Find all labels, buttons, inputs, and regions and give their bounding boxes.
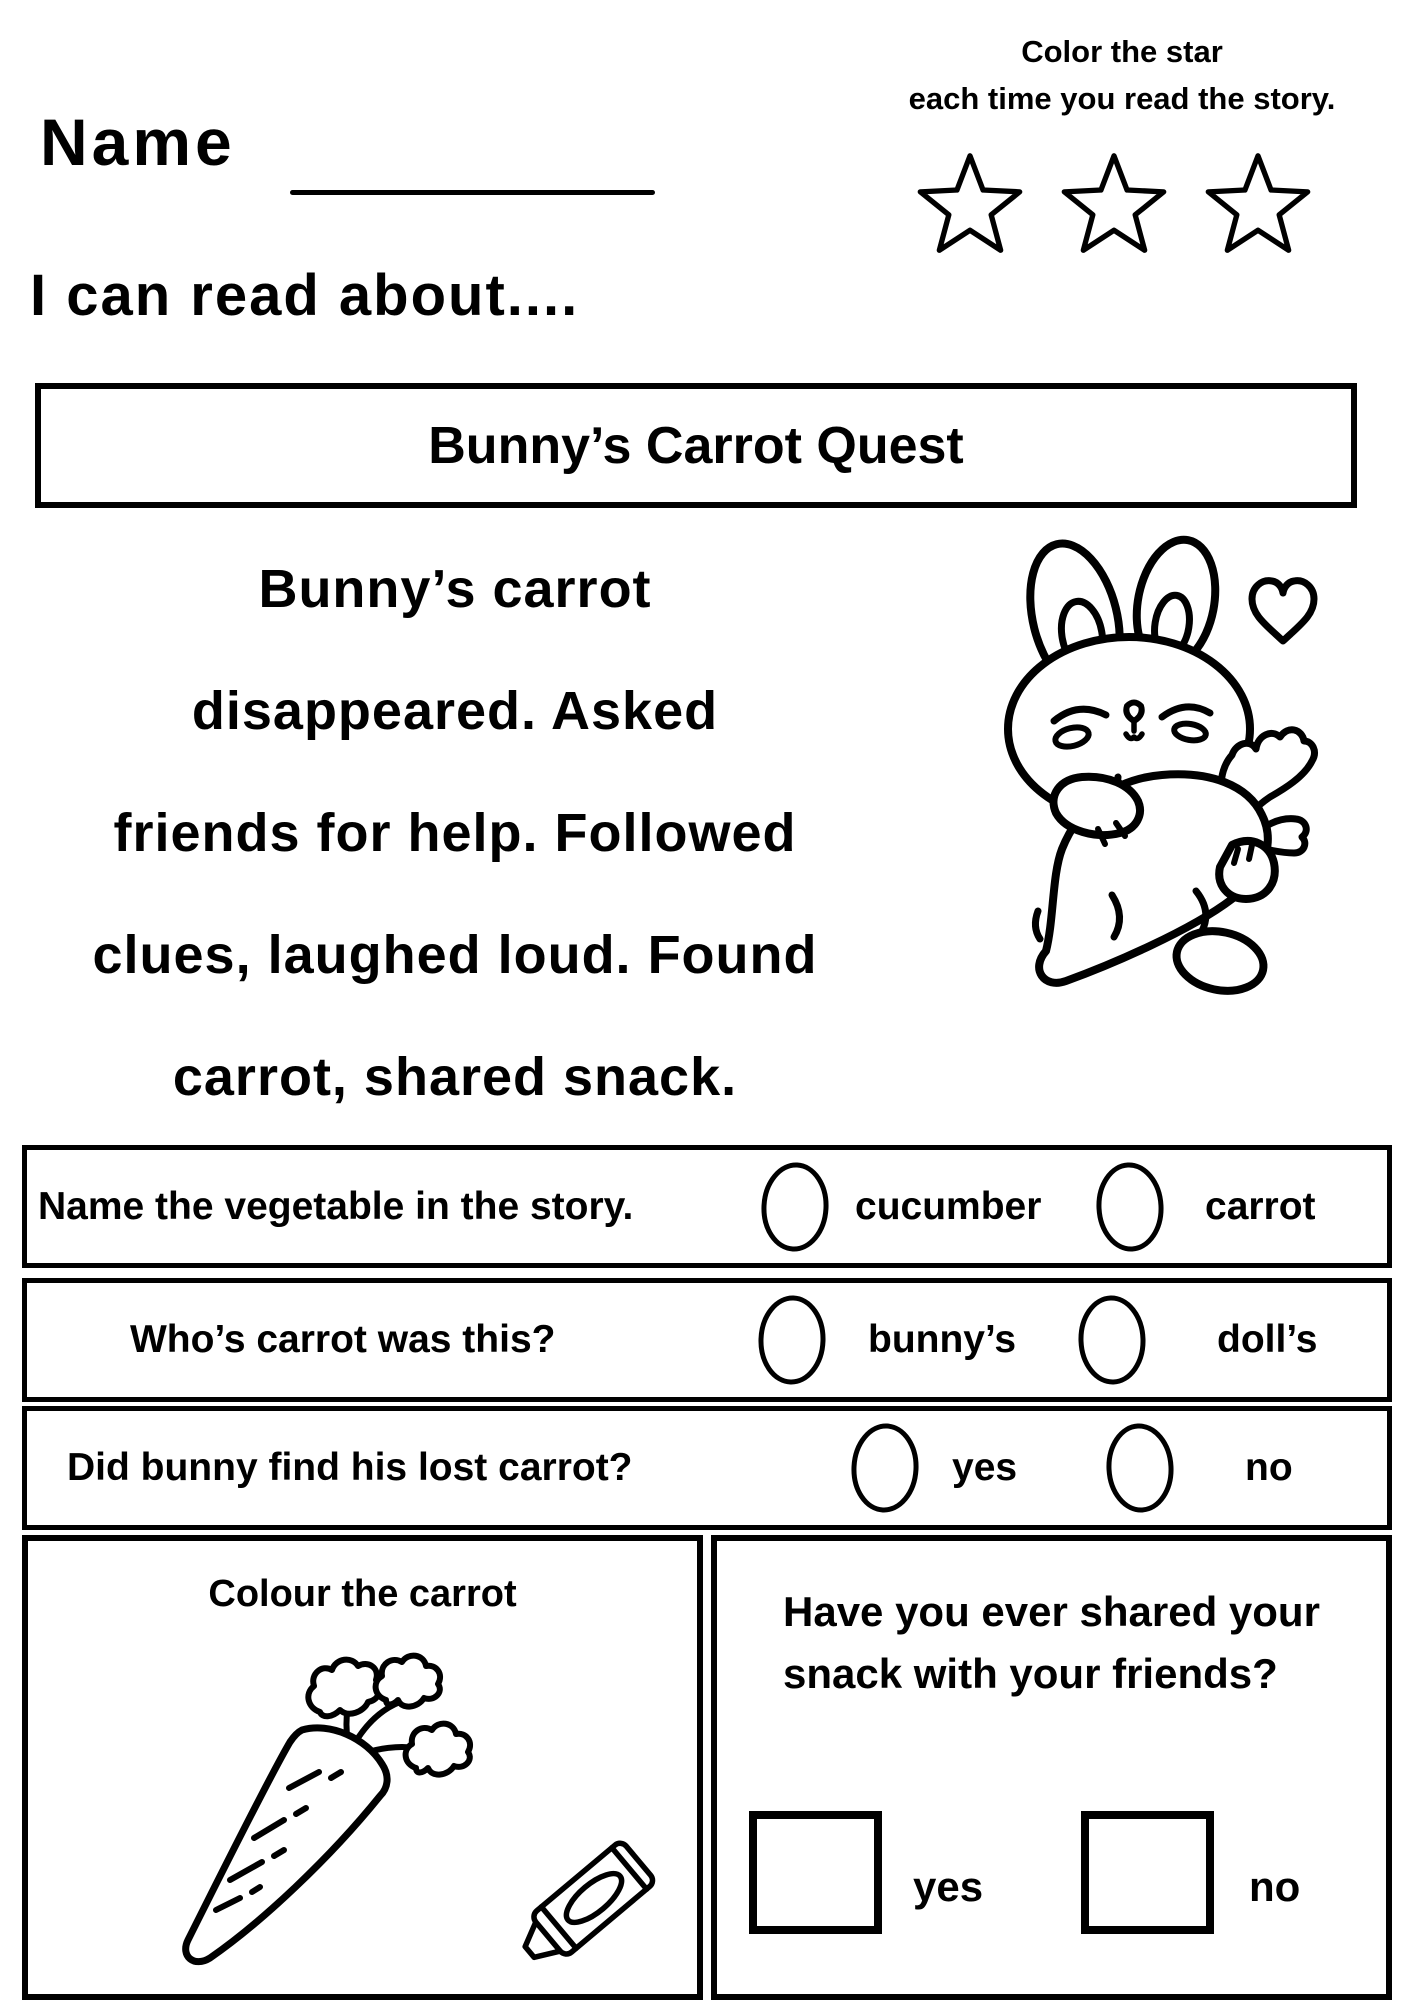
star-instructions bbox=[822, 28, 1414, 122]
bunny-paw bbox=[1219, 841, 1275, 899]
question-prompt: Did bunny find his lost carrot? bbox=[67, 1446, 633, 1489]
star-icon[interactable] bbox=[912, 148, 1028, 268]
colour-carrot-prompt: Colour the carrot bbox=[208, 1573, 517, 1615]
bunny-nose bbox=[1126, 703, 1141, 722]
star-instruction-line1: Color the star bbox=[1021, 34, 1223, 69]
option-circle[interactable] bbox=[1095, 1161, 1165, 1253]
carrot-leaf bbox=[406, 1724, 470, 1775]
reading-stars bbox=[912, 148, 1316, 268]
star-icon[interactable] bbox=[1200, 148, 1316, 268]
share-yes-checkbox[interactable] bbox=[749, 1811, 882, 1934]
share-no-label: no bbox=[1249, 1863, 1301, 1910]
story-text bbox=[25, 528, 885, 1138]
star-instruction-line2: each time you read the story. bbox=[908, 81, 1336, 116]
name-label: Name bbox=[40, 105, 236, 179]
share-yes-label: yes bbox=[913, 1863, 984, 1910]
story-line: carrot, shared snack. bbox=[172, 1047, 738, 1107]
share-no-checkbox[interactable] bbox=[1081, 1811, 1214, 1934]
question-row bbox=[22, 1145, 1392, 1268]
story-line: Bunny’s carrot bbox=[258, 559, 652, 619]
star-icon[interactable] bbox=[1056, 148, 1172, 268]
option-label: bunny’s bbox=[868, 1318, 1017, 1361]
option-label: yes bbox=[952, 1446, 1018, 1489]
carrot-leaf bbox=[376, 1656, 440, 1707]
story-title-box bbox=[35, 383, 1357, 508]
bunny-carrot-illustration bbox=[1000, 523, 1320, 1003]
name-write-line[interactable] bbox=[290, 190, 655, 195]
option-circle[interactable] bbox=[850, 1422, 920, 1514]
carrot-body bbox=[186, 1728, 387, 1962]
bunny-foot bbox=[1171, 923, 1269, 998]
option-circle[interactable] bbox=[1077, 1294, 1147, 1386]
story-title: Bunny’s Carrot Quest bbox=[428, 416, 964, 475]
carrot-leaf bbox=[308, 1660, 380, 1717]
option-circle[interactable] bbox=[757, 1294, 827, 1386]
crayon-icon bbox=[504, 1813, 684, 1983]
option-label: carrot bbox=[1205, 1184, 1316, 1228]
question-prompt: Who’s carrot was this? bbox=[130, 1318, 556, 1361]
option-label: no bbox=[1245, 1446, 1293, 1489]
share-question-text: Have you ever shared your snack with your friends? bbox=[783, 1588, 1320, 1697]
question-row bbox=[22, 1278, 1392, 1402]
story-line: clues, laughed loud. Found bbox=[92, 925, 818, 985]
share-question-box bbox=[711, 1535, 1392, 2000]
read-about-heading: I can read about.... bbox=[30, 263, 580, 328]
heart-icon bbox=[1252, 581, 1314, 641]
option-label: doll’s bbox=[1217, 1318, 1318, 1361]
colour-carrot-box bbox=[22, 1535, 703, 2000]
question-row bbox=[22, 1406, 1392, 1530]
carrot-colouring-illustration[interactable] bbox=[134, 1646, 514, 1976]
story-line: friends for help. Followed bbox=[113, 803, 797, 863]
option-circle[interactable] bbox=[760, 1161, 830, 1253]
option-circle[interactable] bbox=[1105, 1422, 1175, 1514]
story-line: disappeared. Asked bbox=[191, 681, 719, 741]
question-prompt: Name the vegetable in the story. bbox=[38, 1184, 634, 1228]
bunny-paw bbox=[1054, 777, 1140, 835]
option-label: cucumber bbox=[855, 1184, 1042, 1228]
